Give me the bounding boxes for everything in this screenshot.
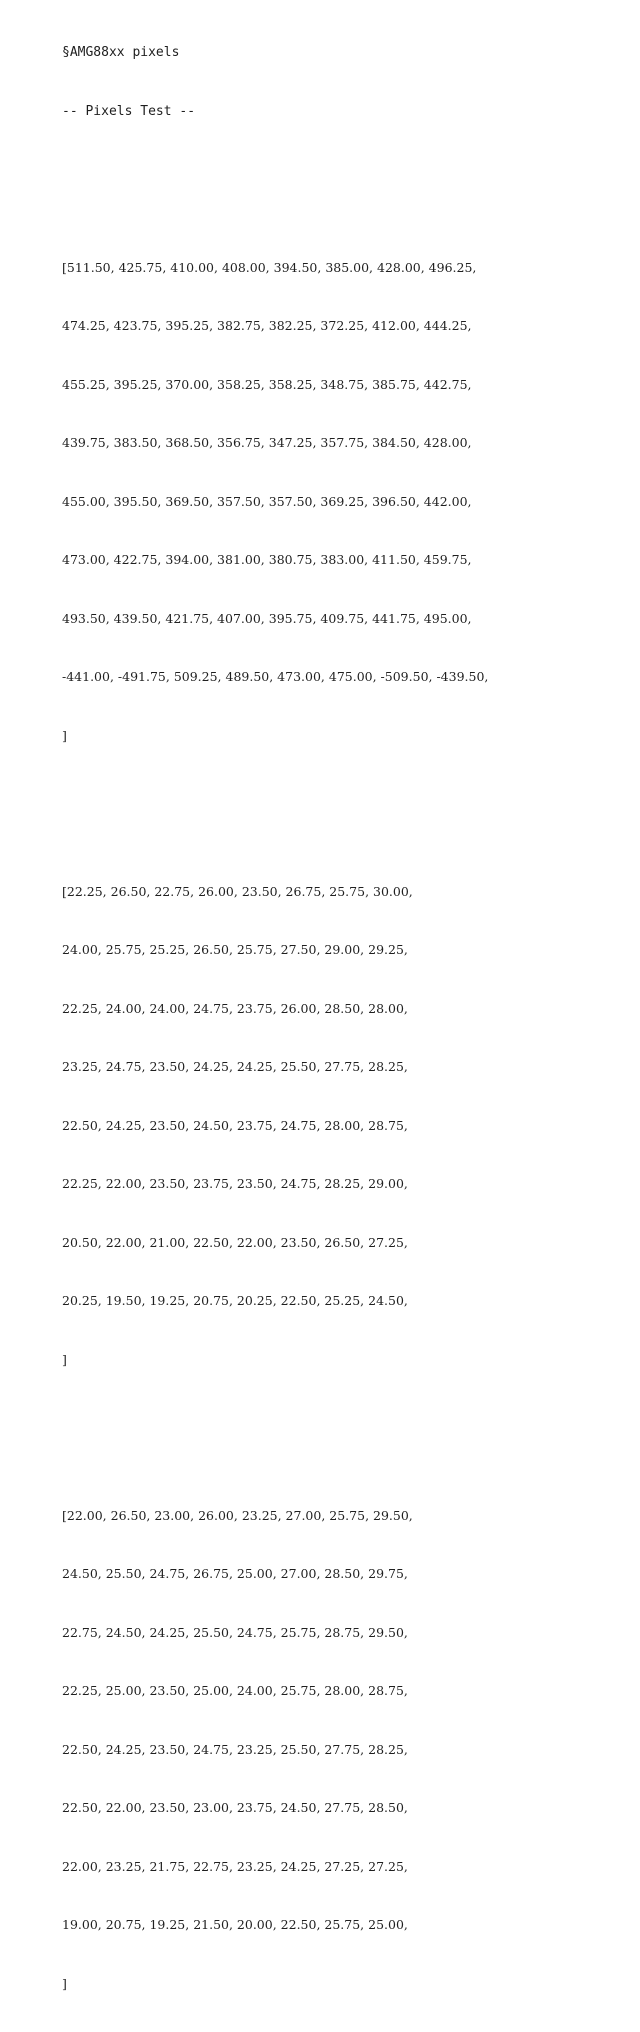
table-row: 22.75, 24.50, 24.25, 25.50, 24.75, 25.75, 28.75, 29.50, xyxy=(62,1624,408,1640)
block-close-bracket: ] xyxy=(62,1975,67,1991)
table-row: 455.00, 395.50, 369.50, 357.50, 357.50, 369.25, 396.50, 442.00, xyxy=(62,493,472,509)
block-open-bracket: [ xyxy=(62,883,67,899)
block-open-bracket: [ xyxy=(62,259,67,275)
block-close-bracket: ] xyxy=(62,727,67,743)
table-row: 22.50, 24.25, 23.50, 24.75, 23.25, 25.50, 27.75, 28.25, xyxy=(62,1741,408,1757)
table-row: 22.50, 24.25, 23.50, 24.50, 23.75, 24.75, 28.00, 28.75, xyxy=(62,1117,408,1133)
table-row: 22.00, 26.50, 23.00, 26.00, 23.25, 27.00, 25.75, 29.50, xyxy=(66,1507,413,1523)
table-row: 22.25, 26.50, 22.75, 26.00, 23.50, 26.75, 25.75, 30.00, xyxy=(66,883,413,899)
table-row: 20.25, 19.50, 19.25, 20.75, 20.25, 22.50, 25.25, 24.50, xyxy=(62,1293,408,1308)
table-row: 511.50, 425.75, 410.00, 408.00, 394.50, 385.00, 428.00, 496.25, xyxy=(66,259,477,275)
table-row: 22.50, 22.00, 23.50, 23.00, 23.75, 24.50, 27.75, 28.50, xyxy=(62,1800,408,1815)
table-row: 22.25, 25.00, 23.50, 25.00, 24.00, 25.75, 28.00, 28.75, xyxy=(62,1683,408,1698)
table-row: 19.00, 20.75, 19.25, 21.50, 20.00, 22.50, 25.75, 25.00, xyxy=(62,1917,408,1932)
blank-line xyxy=(62,160,632,180)
block-2-row-1 xyxy=(62,882,632,902)
table-row: 23.25, 24.75, 23.50, 24.25, 24.25, 25.50, 27.75, 28.25, xyxy=(62,1059,408,1074)
output-text xyxy=(62,4,632,2032)
table-row: 20.50, 22.00, 21.00, 22.50, 22.00, 23.50, 26.50, 27.25, xyxy=(62,1234,408,1250)
header-subtitle: -- Pixels Test -- xyxy=(62,103,196,119)
header-title: §AMG88xx pixels xyxy=(62,45,180,60)
table-row: 493.50, 439.50, 421.75, 407.00, 395.75, 409.75, 441.75, 495.00, xyxy=(62,610,472,626)
table-row: -441.00, -491.75, 509.25, 489.50, 473.00, 475.00, -509.50, -439.50, xyxy=(62,669,489,684)
block-3-row-1 xyxy=(62,1506,632,1526)
blank-line xyxy=(62,784,632,804)
table-row: 22.00, 23.25, 21.75, 22.75, 23.25, 24.25, 27.25, 27.25, xyxy=(62,1858,408,1874)
blank-line xyxy=(62,1408,632,1428)
table-row: 24.00, 25.75, 25.25, 26.50, 25.75, 27.50, 29.00, 29.25, xyxy=(62,942,408,957)
table-row: 474.25, 423.75, 395.25, 382.75, 382.25, 372.25, 412.00, 444.25, xyxy=(62,318,472,333)
table-row: 473.00, 422.75, 394.00, 381.00, 380.75, 383.00, 411.50, 459.75, xyxy=(62,552,472,567)
table-row: 22.25, 22.00, 23.50, 23.75, 23.50, 24.75, 28.25, 29.00, xyxy=(62,1176,408,1191)
table-row: 455.25, 395.25, 370.00, 358.25, 358.25, 348.75, 385.75, 442.75, xyxy=(62,376,472,392)
table-row: 22.25, 24.00, 24.00, 24.75, 23.75, 26.00, 28.50, 28.00, xyxy=(62,1000,408,1016)
table-row: 24.50, 25.50, 24.75, 26.75, 25.00, 27.00, 28.50, 29.75, xyxy=(62,1566,408,1581)
block-open-bracket: [ xyxy=(62,1507,67,1523)
block-1-row-1 xyxy=(62,258,632,278)
block-close-bracket: ] xyxy=(62,1351,67,1367)
table-row: 439.75, 383.50, 368.50, 356.75, 347.25, 357.75, 384.50, 428.00, xyxy=(62,435,472,450)
